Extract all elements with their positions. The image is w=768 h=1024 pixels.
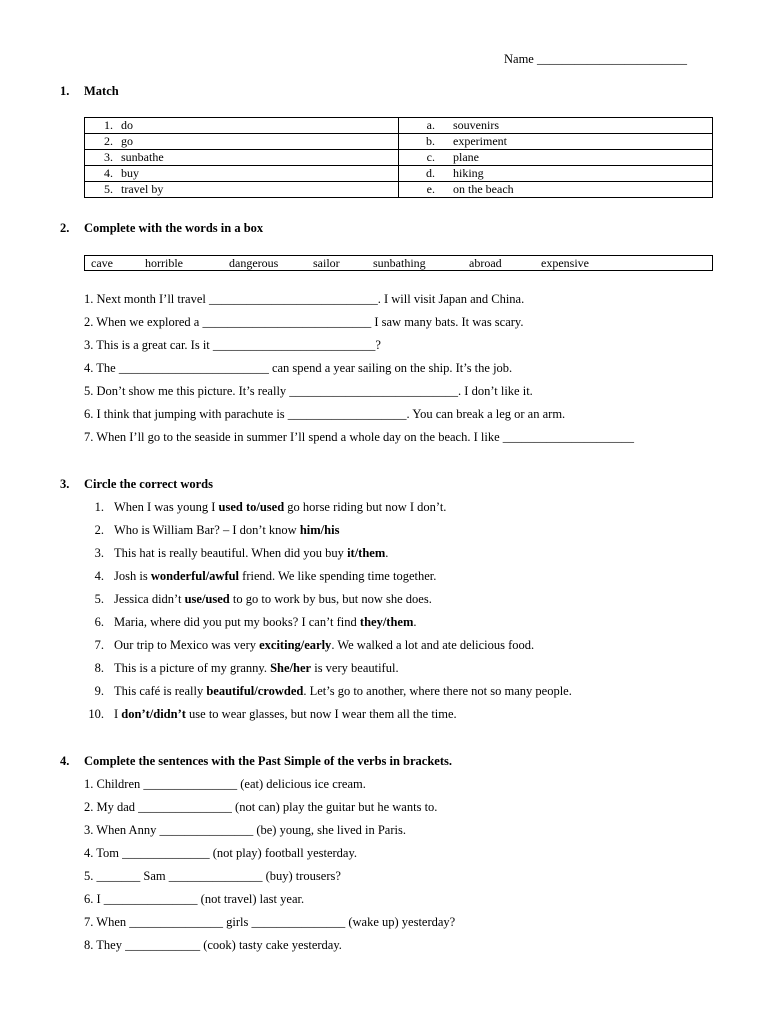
item-number: 3.	[94, 546, 104, 560]
item-word: souvenirs	[453, 118, 499, 132]
item-word: plane	[453, 150, 479, 164]
answer-choices: wonderful/awful	[150, 569, 240, 583]
item-text-end: is very beautiful.	[311, 661, 399, 675]
item-text	[114, 523, 339, 538]
match-left-cell	[85, 182, 399, 198]
match-right-cell	[399, 182, 713, 198]
section-3-heading	[60, 477, 213, 492]
sentence: 2. When we explored a ___________________________ I saw many bats. It was scary.	[84, 315, 524, 329]
sentence: 1. Next month I’ll travel ___________________________. I will visit Japan and China.	[84, 292, 525, 306]
item-number: 4.	[104, 166, 113, 180]
sentence: 5. Don’t show me this picture. It’s really ___________________________. I don’t like it.	[84, 384, 533, 398]
section-title: Complete with the words in a box	[84, 221, 264, 235]
section-1-heading	[60, 84, 119, 99]
sentence: 4. The ________________________ can spend a year sailing on the ship. It’s the job.	[84, 361, 513, 375]
match-row	[85, 150, 713, 166]
word-box-word: abroad	[469, 256, 502, 270]
item-word: hiking	[453, 166, 484, 180]
word-box-word: dangerous	[229, 256, 279, 270]
item-number: 6.	[94, 615, 104, 629]
match-right-cell	[399, 166, 713, 182]
item-text-start: Who is William Bar? – I don’t know	[114, 523, 300, 537]
item-letter: e.	[426, 182, 435, 196]
sentence: 6. I think that jumping with parachute is ___________________. You can break a leg or an arm.	[84, 407, 566, 421]
item-text-end: use to wear glasses, but now I wear them all the time.	[185, 707, 457, 721]
sentence: 5. _______ Sam _______________ (buy) trousers?	[84, 869, 341, 883]
item-word: experiment	[453, 134, 507, 148]
item-text-start: Josh is	[114, 569, 151, 583]
section-title: Complete the sentences with the Past Simple of the verbs in brackets.	[84, 754, 453, 768]
item-number: 9.	[94, 684, 104, 698]
section-4-heading	[60, 754, 452, 769]
section-number: 3.	[60, 477, 70, 491]
word-box-word: cave	[91, 256, 113, 270]
sentence: 3. This is a great car. Is it __________________________?	[84, 338, 381, 352]
item-text-start: This hat is really beautiful. When did you buy	[114, 546, 348, 560]
item-word: on the beach	[453, 182, 514, 196]
item-word: sunbathe	[121, 150, 164, 164]
item-text-start: This is a picture of my granny.	[114, 661, 271, 675]
word-box-word: expensive	[541, 256, 589, 270]
item-text	[114, 592, 432, 607]
item-text-start: This café is really	[114, 684, 207, 698]
sentence: 1. Children _______________ (eat) delicious ice cream.	[84, 777, 366, 791]
item-number: 7.	[94, 638, 104, 652]
answer-choices: they/them	[359, 615, 414, 629]
section-number: 1.	[60, 84, 70, 98]
word-box	[84, 255, 713, 271]
item-number: 1.	[94, 500, 104, 514]
item-text-start: When I was young I	[114, 500, 219, 514]
sentence: 7. When _______________ girls _______________ (wake up) yesterday?	[84, 915, 456, 929]
item-text	[114, 707, 457, 722]
item-text	[114, 569, 436, 584]
item-letter: a.	[426, 118, 435, 132]
sentence: 2. My dad _______________ (not can) play the guitar but he wants to.	[84, 800, 438, 814]
sentence: 3. When Anny _______________ (be) young, she lived in Paris.	[84, 823, 406, 837]
match-row	[85, 182, 713, 198]
section-number: 2.	[60, 221, 70, 235]
item-letter: d.	[426, 166, 435, 180]
item-letter: c.	[426, 150, 435, 164]
match-row	[85, 118, 713, 134]
item-text-start: Maria, where did you put my books? I can’t find	[114, 615, 360, 629]
item-text	[114, 661, 399, 676]
item-number: 8.	[94, 661, 104, 675]
item-text	[114, 546, 388, 561]
item-text	[114, 638, 534, 653]
word-box-word: sailor	[313, 256, 340, 270]
item-text	[114, 500, 446, 515]
answer-choices: beautiful/crowded	[206, 684, 304, 698]
item-letter: b.	[426, 134, 435, 148]
item-word: travel by	[121, 182, 164, 196]
answer-choices: it/them	[347, 546, 386, 560]
section-2-heading	[60, 221, 263, 236]
answer-choices: used to/used	[218, 500, 285, 514]
answer-choices: him/his	[299, 523, 340, 537]
answer-choices: use/used	[184, 592, 230, 606]
match-left-cell	[85, 166, 399, 182]
match-right-cell	[399, 150, 713, 166]
match-right-cell	[399, 134, 713, 150]
item-text-end: .	[413, 615, 417, 629]
item-number: 1.	[104, 118, 113, 132]
item-number: 5.	[104, 182, 113, 196]
item-number: 5.	[94, 592, 104, 606]
item-number: 4.	[94, 569, 104, 583]
sentence: 4. Tom ______________ (not play) football yesterday.	[84, 846, 358, 860]
match-row	[85, 134, 713, 150]
section-title: Circle the correct words	[84, 477, 213, 491]
answer-choices: exciting/early	[259, 638, 332, 652]
answer-choices: don’t/didn’t	[121, 707, 186, 721]
name-field-label: Name ________________________	[504, 52, 687, 66]
item-text-end: .	[385, 546, 389, 560]
item-number: 2.	[104, 134, 113, 148]
match-right-cell	[399, 118, 713, 134]
section-title: Match	[84, 84, 119, 98]
item-text-end: go horse riding but now I don’t.	[284, 500, 447, 514]
item-word: buy	[121, 166, 139, 180]
section-number: 4.	[60, 754, 70, 768]
item-text-start: Jessica didn’t	[114, 592, 185, 606]
item-text	[114, 684, 572, 699]
match-left-cell	[85, 118, 399, 134]
item-text-start: Our trip to Mexico was very	[114, 638, 260, 652]
answer-choices: She/her	[270, 661, 312, 675]
item-text-start: I	[114, 707, 122, 721]
match-table	[84, 117, 713, 198]
sentence: 8. They ____________ (cook) tasty cake yesterday.	[84, 938, 342, 952]
item-word: go	[121, 134, 133, 148]
item-text-end: . Let’s go to another, where there not so many people.	[303, 684, 572, 698]
match-left-cell	[85, 150, 399, 166]
item-text	[114, 615, 417, 630]
item-text-end: . We walked a lot and ate delicious food.	[331, 638, 535, 652]
item-number: 2.	[94, 523, 104, 537]
word-box-word: horrible	[145, 256, 183, 270]
sentence: 7. When I’ll go to the seaside in summer I’ll spend a whole day on the beach. I like _____________________	[84, 430, 634, 444]
match-row	[85, 166, 713, 182]
match-left-cell	[85, 134, 399, 150]
item-number: 10.	[88, 707, 104, 721]
sentence: 6. I _______________ (not travel) last year.	[84, 892, 305, 906]
item-word: do	[121, 118, 133, 132]
item-text-end: friend. We like spending time together.	[239, 569, 437, 583]
item-text-end: to go to work by bus, but now she does.	[229, 592, 432, 606]
item-number: 3.	[104, 150, 113, 164]
word-box-word: sunbathing	[373, 256, 426, 270]
